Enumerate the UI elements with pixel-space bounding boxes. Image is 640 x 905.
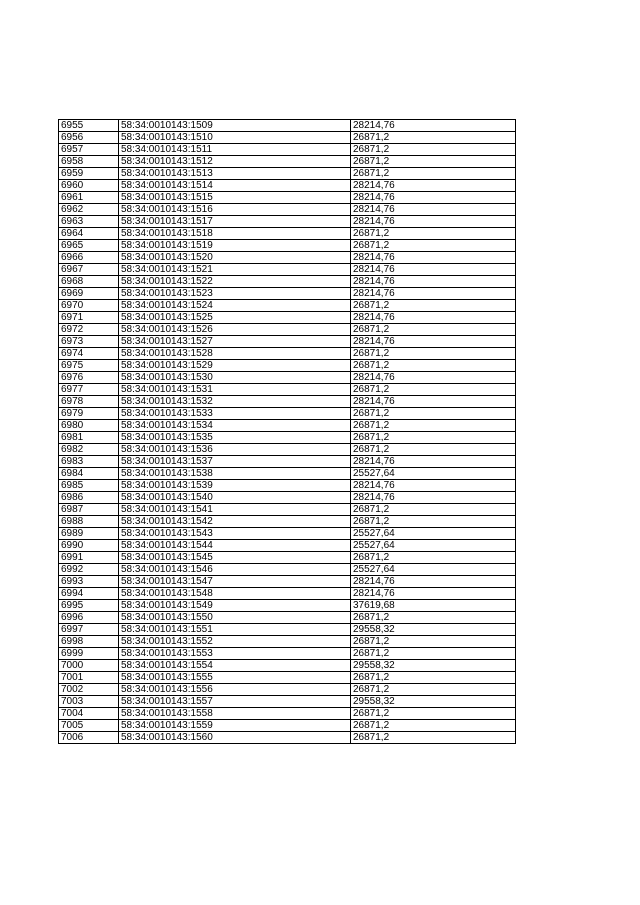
table-row xyxy=(59,516,516,528)
row-number-cell: 6996 xyxy=(59,612,119,624)
row-number-cell: 7003 xyxy=(59,696,119,708)
row-number-cell: 6999 xyxy=(59,648,119,660)
cadastral-number-cell: 58:34:0010143:1551 xyxy=(119,624,351,636)
row-number-cell: 6969 xyxy=(59,288,119,300)
table-row xyxy=(59,216,516,228)
cadastral-number-cell: 58:34:0010143:1518 xyxy=(119,228,351,240)
cadastral-number-cell: 58:34:0010143:1556 xyxy=(119,684,351,696)
cadastral-number-cell: 58:34:0010143:1520 xyxy=(119,252,351,264)
value-cell: 26871,2 xyxy=(351,708,516,720)
value-cell: 28214,76 xyxy=(351,588,516,600)
cadastral-number-cell: 58:34:0010143:1509 xyxy=(119,120,351,132)
table-row xyxy=(59,336,516,348)
row-number-cell: 6963 xyxy=(59,216,119,228)
cadastral-number-cell: 58:34:0010143:1524 xyxy=(119,300,351,312)
cadastral-number-cell: 58:34:0010143:1559 xyxy=(119,720,351,732)
row-number-cell: 6971 xyxy=(59,312,119,324)
table-row xyxy=(59,252,516,264)
table-row xyxy=(59,324,516,336)
table-row xyxy=(59,228,516,240)
row-number-cell: 6972 xyxy=(59,324,119,336)
value-cell: 28214,76 xyxy=(351,180,516,192)
table-row xyxy=(59,132,516,144)
cadastral-number-cell: 58:34:0010143:1522 xyxy=(119,276,351,288)
row-number-cell: 6998 xyxy=(59,636,119,648)
table-row xyxy=(59,120,516,132)
row-number-cell: 6965 xyxy=(59,240,119,252)
value-cell: 28214,76 xyxy=(351,192,516,204)
cadastral-number-cell: 58:34:0010143:1533 xyxy=(119,408,351,420)
cadastral-number-cell: 58:34:0010143:1523 xyxy=(119,288,351,300)
row-number-cell: 6977 xyxy=(59,384,119,396)
value-cell: 26871,2 xyxy=(351,552,516,564)
cadastral-number-cell: 58:34:0010143:1534 xyxy=(119,420,351,432)
value-cell: 26871,2 xyxy=(351,636,516,648)
value-cell: 37619,68 xyxy=(351,600,516,612)
table-row xyxy=(59,456,516,468)
cadastral-number-cell: 58:34:0010143:1511 xyxy=(119,144,351,156)
value-cell: 28214,76 xyxy=(351,372,516,384)
value-cell: 26871,2 xyxy=(351,516,516,528)
value-cell: 29558,32 xyxy=(351,696,516,708)
cadastral-number-cell: 58:34:0010143:1549 xyxy=(119,600,351,612)
table-row xyxy=(59,696,516,708)
value-cell: 28214,76 xyxy=(351,216,516,228)
cadastral-number-cell: 58:34:0010143:1513 xyxy=(119,168,351,180)
cadastral-number-cell: 58:34:0010143:1519 xyxy=(119,240,351,252)
table-row xyxy=(59,492,516,504)
value-cell: 28214,76 xyxy=(351,576,516,588)
cadastral-number-cell: 58:34:0010143:1543 xyxy=(119,528,351,540)
row-number-cell: 6962 xyxy=(59,204,119,216)
value-cell: 28214,76 xyxy=(351,252,516,264)
cadastral-number-cell: 58:34:0010143:1557 xyxy=(119,696,351,708)
value-cell: 28214,76 xyxy=(351,264,516,276)
row-number-cell: 6986 xyxy=(59,492,119,504)
cadastral-number-cell: 58:34:0010143:1537 xyxy=(119,456,351,468)
value-cell: 28214,76 xyxy=(351,120,516,132)
row-number-cell: 6980 xyxy=(59,420,119,432)
row-number-cell: 6959 xyxy=(59,168,119,180)
table-row xyxy=(59,396,516,408)
row-number-cell: 6984 xyxy=(59,468,119,480)
table-row xyxy=(59,444,516,456)
value-cell: 28214,76 xyxy=(351,312,516,324)
row-number-cell: 6985 xyxy=(59,480,119,492)
row-number-cell: 6968 xyxy=(59,276,119,288)
row-number-cell: 7006 xyxy=(59,732,119,744)
cadastral-number-cell: 58:34:0010143:1558 xyxy=(119,708,351,720)
value-cell: 29558,32 xyxy=(351,624,516,636)
cadastral-number-cell: 58:34:0010143:1547 xyxy=(119,576,351,588)
table-row xyxy=(59,360,516,372)
row-number-cell: 6967 xyxy=(59,264,119,276)
table-row xyxy=(59,672,516,684)
value-cell: 28214,76 xyxy=(351,492,516,504)
cadastral-number-cell: 58:34:0010143:1539 xyxy=(119,480,351,492)
table-row xyxy=(59,408,516,420)
value-cell: 26871,2 xyxy=(351,732,516,744)
table-row xyxy=(59,204,516,216)
cadastral-number-cell: 58:34:0010143:1544 xyxy=(119,540,351,552)
table-row xyxy=(59,468,516,480)
table-row xyxy=(59,240,516,252)
value-cell: 26871,2 xyxy=(351,612,516,624)
value-cell: 26871,2 xyxy=(351,408,516,420)
data-table xyxy=(58,119,516,744)
cadastral-number-cell: 58:34:0010143:1540 xyxy=(119,492,351,504)
cadastral-number-cell: 58:34:0010143:1532 xyxy=(119,396,351,408)
table-row xyxy=(59,540,516,552)
value-cell: 26871,2 xyxy=(351,156,516,168)
row-number-cell: 6979 xyxy=(59,408,119,420)
table-row xyxy=(59,192,516,204)
table-row xyxy=(59,564,516,576)
table-row xyxy=(59,432,516,444)
table-row xyxy=(59,348,516,360)
value-cell: 28214,76 xyxy=(351,456,516,468)
row-number-cell: 6957 xyxy=(59,144,119,156)
row-number-cell: 7001 xyxy=(59,672,119,684)
row-number-cell: 6997 xyxy=(59,624,119,636)
value-cell: 26871,2 xyxy=(351,348,516,360)
value-cell: 26871,2 xyxy=(351,432,516,444)
table-row xyxy=(59,588,516,600)
table-row xyxy=(59,660,516,672)
value-cell: 26871,2 xyxy=(351,648,516,660)
value-cell: 25527,64 xyxy=(351,468,516,480)
cadastral-number-cell: 58:34:0010143:1552 xyxy=(119,636,351,648)
cadastral-number-cell: 58:34:0010143:1517 xyxy=(119,216,351,228)
table-row xyxy=(59,180,516,192)
table-row xyxy=(59,372,516,384)
row-number-cell: 6975 xyxy=(59,360,119,372)
value-cell: 26871,2 xyxy=(351,324,516,336)
value-cell: 26871,2 xyxy=(351,168,516,180)
row-number-cell: 6983 xyxy=(59,456,119,468)
value-cell: 25527,64 xyxy=(351,540,516,552)
row-number-cell: 6974 xyxy=(59,348,119,360)
table-row xyxy=(59,648,516,660)
row-number-cell: 6991 xyxy=(59,552,119,564)
row-number-cell: 6990 xyxy=(59,540,119,552)
cadastral-number-cell: 58:34:0010143:1521 xyxy=(119,264,351,276)
row-number-cell: 6981 xyxy=(59,432,119,444)
cadastral-number-cell: 58:34:0010143:1527 xyxy=(119,336,351,348)
row-number-cell: 6973 xyxy=(59,336,119,348)
row-number-cell: 7000 xyxy=(59,660,119,672)
table-row xyxy=(59,276,516,288)
row-number-cell: 6976 xyxy=(59,372,119,384)
row-number-cell: 6995 xyxy=(59,600,119,612)
row-number-cell: 6988 xyxy=(59,516,119,528)
cadastral-number-cell: 58:34:0010143:1554 xyxy=(119,660,351,672)
table-row xyxy=(59,684,516,696)
table-row xyxy=(59,300,516,312)
row-number-cell: 7005 xyxy=(59,720,119,732)
value-cell: 26871,2 xyxy=(351,444,516,456)
table-row xyxy=(59,312,516,324)
cadastral-number-cell: 58:34:0010143:1536 xyxy=(119,444,351,456)
table-row xyxy=(59,528,516,540)
cadastral-number-cell: 58:34:0010143:1550 xyxy=(119,612,351,624)
row-number-cell: 6982 xyxy=(59,444,119,456)
value-cell: 25527,64 xyxy=(351,564,516,576)
row-number-cell: 6956 xyxy=(59,132,119,144)
table-row xyxy=(59,624,516,636)
value-cell: 28214,76 xyxy=(351,276,516,288)
table-body xyxy=(59,120,516,744)
cadastral-number-cell: 58:34:0010143:1538 xyxy=(119,468,351,480)
table-row xyxy=(59,288,516,300)
cadastral-number-cell: 58:34:0010143:1560 xyxy=(119,732,351,744)
table-row xyxy=(59,384,516,396)
row-number-cell: 7004 xyxy=(59,708,119,720)
cadastral-number-cell: 58:34:0010143:1528 xyxy=(119,348,351,360)
row-number-cell: 6955 xyxy=(59,120,119,132)
table-row xyxy=(59,156,516,168)
value-cell: 26871,2 xyxy=(351,684,516,696)
table-row xyxy=(59,264,516,276)
value-cell: 28214,76 xyxy=(351,336,516,348)
row-number-cell: 6987 xyxy=(59,504,119,516)
table-row xyxy=(59,612,516,624)
table-row xyxy=(59,480,516,492)
table-row xyxy=(59,708,516,720)
table-row xyxy=(59,720,516,732)
value-cell: 29558,32 xyxy=(351,660,516,672)
value-cell: 25527,64 xyxy=(351,528,516,540)
table-row xyxy=(59,600,516,612)
value-cell: 28214,76 xyxy=(351,204,516,216)
row-number-cell: 6958 xyxy=(59,156,119,168)
cadastral-number-cell: 58:34:0010143:1512 xyxy=(119,156,351,168)
value-cell: 26871,2 xyxy=(351,384,516,396)
value-cell: 26871,2 xyxy=(351,300,516,312)
value-cell: 26871,2 xyxy=(351,504,516,516)
table-row xyxy=(59,552,516,564)
row-number-cell: 6961 xyxy=(59,192,119,204)
table-row xyxy=(59,168,516,180)
cadastral-number-cell: 58:34:0010143:1535 xyxy=(119,432,351,444)
cadastral-number-cell: 58:34:0010143:1525 xyxy=(119,312,351,324)
value-cell: 26871,2 xyxy=(351,144,516,156)
row-number-cell: 6964 xyxy=(59,228,119,240)
value-cell: 26871,2 xyxy=(351,720,516,732)
cadastral-number-cell: 58:34:0010143:1531 xyxy=(119,384,351,396)
cadastral-number-cell: 58:34:0010143:1529 xyxy=(119,360,351,372)
value-cell: 28214,76 xyxy=(351,288,516,300)
row-number-cell: 6992 xyxy=(59,564,119,576)
cadastral-number-cell: 58:34:0010143:1516 xyxy=(119,204,351,216)
cadastral-number-cell: 58:34:0010143:1546 xyxy=(119,564,351,576)
row-number-cell: 6960 xyxy=(59,180,119,192)
value-cell: 26871,2 xyxy=(351,240,516,252)
row-number-cell: 6978 xyxy=(59,396,119,408)
table-row xyxy=(59,420,516,432)
row-number-cell: 6994 xyxy=(59,588,119,600)
cadastral-number-cell: 58:34:0010143:1553 xyxy=(119,648,351,660)
cadastral-number-cell: 58:34:0010143:1548 xyxy=(119,588,351,600)
value-cell: 26871,2 xyxy=(351,360,516,372)
value-cell: 28214,76 xyxy=(351,480,516,492)
cadastral-number-cell: 58:34:0010143:1541 xyxy=(119,504,351,516)
value-cell: 26871,2 xyxy=(351,228,516,240)
cadastral-number-cell: 58:34:0010143:1530 xyxy=(119,372,351,384)
cadastral-number-cell: 58:34:0010143:1510 xyxy=(119,132,351,144)
cadastral-number-cell: 58:34:0010143:1515 xyxy=(119,192,351,204)
row-number-cell: 6966 xyxy=(59,252,119,264)
value-cell: 28214,76 xyxy=(351,396,516,408)
table-row xyxy=(59,576,516,588)
row-number-cell: 6970 xyxy=(59,300,119,312)
value-cell: 26871,2 xyxy=(351,132,516,144)
cadastral-number-cell: 58:34:0010143:1526 xyxy=(119,324,351,336)
row-number-cell: 7002 xyxy=(59,684,119,696)
cadastral-number-cell: 58:34:0010143:1555 xyxy=(119,672,351,684)
cadastral-number-cell: 58:34:0010143:1514 xyxy=(119,180,351,192)
value-cell: 26871,2 xyxy=(351,672,516,684)
table-row xyxy=(59,144,516,156)
row-number-cell: 6993 xyxy=(59,576,119,588)
row-number-cell: 6989 xyxy=(59,528,119,540)
cadastral-number-cell: 58:34:0010143:1545 xyxy=(119,552,351,564)
table-row xyxy=(59,732,516,744)
table-row xyxy=(59,636,516,648)
value-cell: 26871,2 xyxy=(351,420,516,432)
table-row xyxy=(59,504,516,516)
cadastral-number-cell: 58:34:0010143:1542 xyxy=(119,516,351,528)
